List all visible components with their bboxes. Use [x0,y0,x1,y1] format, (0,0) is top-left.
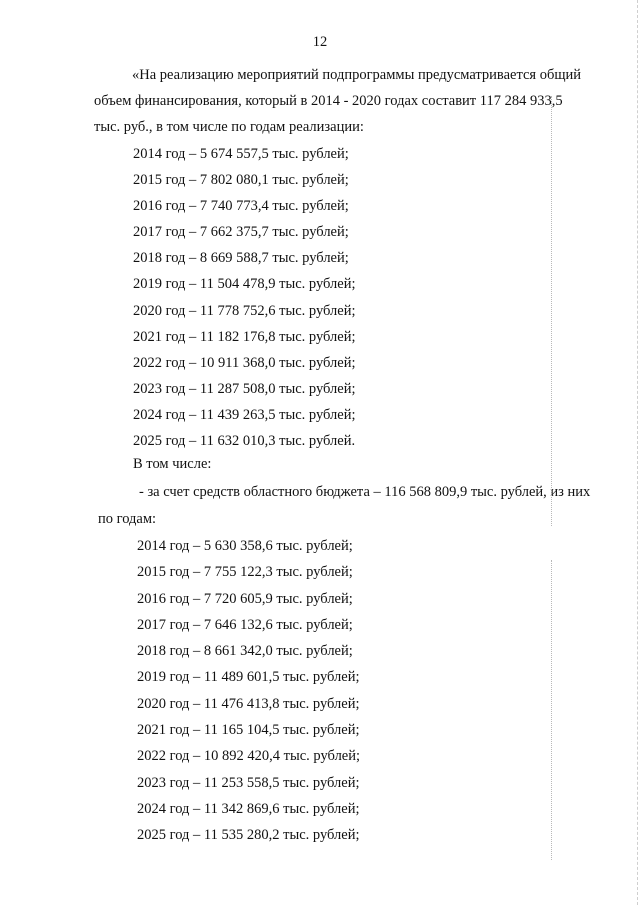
regional-budget-line: - за счет средств областного бюджета – 116 568 809,9 тыс. рублей, из них [139,484,591,500]
intro-line: «На реализацию мероприятий подпрограммы предусматривается общий [132,67,582,83]
list-item: 2016 год – 7 720 605,9 тыс. рублей; [137,590,353,607]
list-item: 2020 год – 11 778 752,6 тыс. рублей; [133,302,356,319]
list-item: 2018 год – 8 669 588,7 тыс. рублей; [133,250,349,267]
list-item: 2015 год – 7 802 080,1 тыс. рублей; [133,172,349,189]
scan-edge-line [637,0,638,905]
list-item: 2025 год – 11 632 010,3 тыс. рублей. [133,433,356,450]
intro-line: объем финансирования, который в 2014 - 2020 годах составит 117 284 933,5 [94,93,563,109]
list-item: 2024 год – 11 342 869,6 тыс. рублей; [137,800,360,817]
by-years-label: по годам: [98,511,157,527]
list-item: 2016 год – 7 740 773,4 тыс. рублей; [133,198,349,215]
list-item: 2021 год – 11 165 104,5 тыс. рублей; [137,722,360,739]
page-number: 12 [312,34,328,50]
scan-margin-line [551,560,552,860]
list-item: 2021 год – 11 182 176,8 тыс. рублей; [133,328,356,345]
list-item: 2023 год – 11 287 508,0 тыс. рублей; [133,380,356,397]
list-item: 2015 год – 7 755 122,3 тыс. рублей; [137,564,353,581]
list-item: 2024 год – 11 439 263,5 тыс. рублей; [133,406,356,423]
list-item: 2020 год – 11 476 413,8 тыс. рублей; [137,695,360,712]
list-item: 2022 год – 10 911 368,0 тыс. рублей; [133,354,356,371]
list-item: 2025 год – 11 535 280,2 тыс. рублей; [137,827,360,844]
list-item: 2014 год – 5 674 557,5 тыс. рублей; [133,146,349,162]
list-item: 2017 год – 7 646 132,6 тыс. рублей; [137,616,353,633]
list-item: 2023 год – 11 253 558,5 тыс. рублей; [137,774,360,791]
intro-paragraph [94,62,602,140]
in-total-label: В том числе: [133,456,212,472]
regional-funding-by-year-list [137,533,360,849]
intro-line: тыс. руб., в том числе по годам реализации: [94,119,364,135]
list-item: 2019 год – 11 504 478,9 тыс. рублей; [133,276,356,293]
scan-margin-line [551,96,552,526]
list-item: 2018 год – 8 661 342,0 тыс. рублей; [137,643,353,660]
list-item: 2019 год – 11 489 601,5 тыс. рублей; [137,669,360,686]
list-item: 2014 год – 5 630 358,6 тыс. рублей; [137,538,353,554]
list-item: 2017 год – 7 662 375,7 тыс. рублей; [133,224,349,241]
list-item: 2022 год – 10 892 420,4 тыс. рублей; [137,748,361,765]
total-funding-by-year-list [133,141,356,454]
